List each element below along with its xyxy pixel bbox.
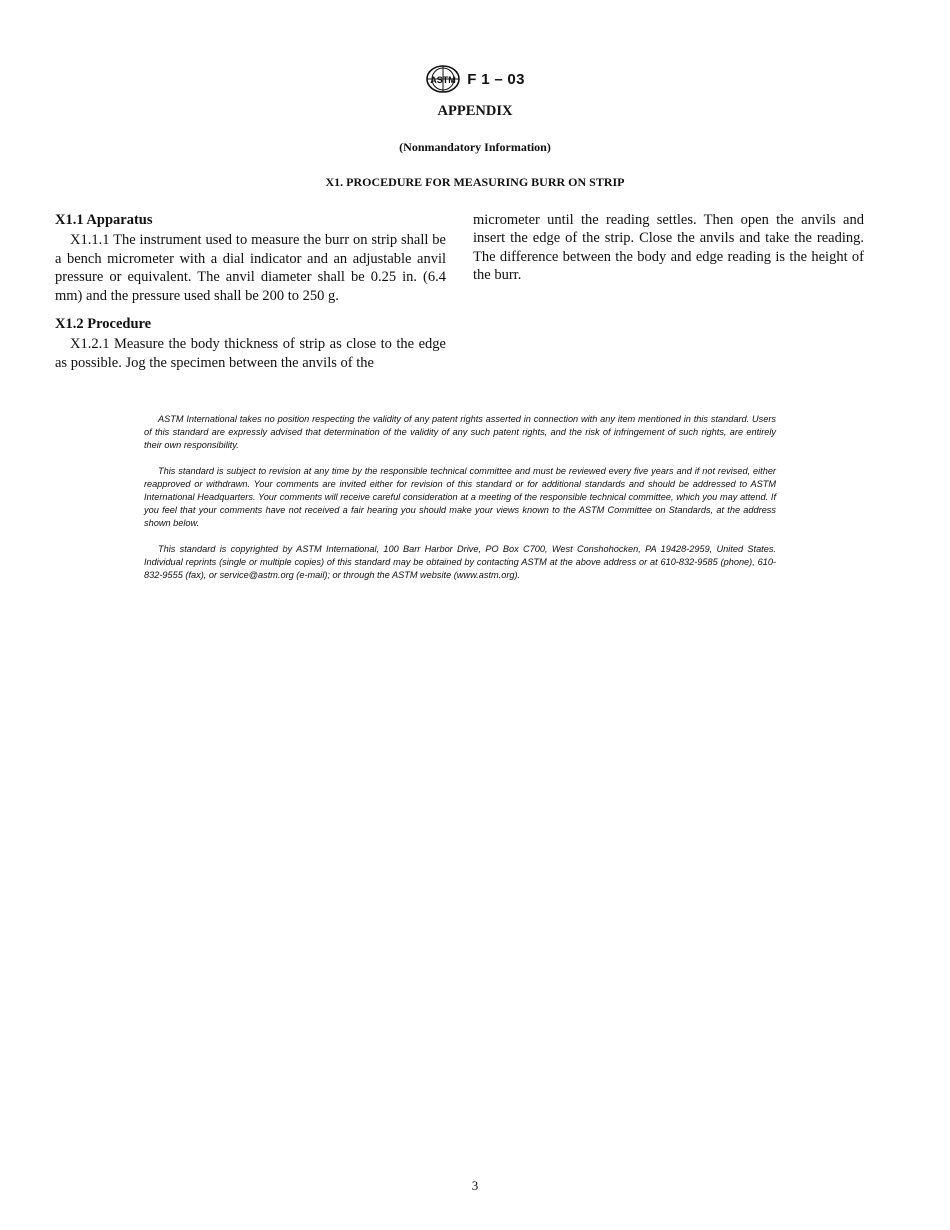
notice-revision: This standard is subject to revision at any time by the responsible technical committee and must be reviewed every five years and if not revised, either reapproved or withdrawn. Your comments are invited either for revision of this standard or for additional standards and should be addressed to ASTM International Headquarters. Your comments will receive careful consideration at a meeting of the responsible technical committee, which you may attend. If you feel that your comments have not received a fair hearing you should make your views known to the ASTM Committee on Standards, at the address shown below.: [144, 466, 776, 528]
appendix-subtitle: (Nonmandatory Information): [399, 140, 551, 154]
astm-logo-icon: [425, 64, 461, 94]
notice-copyright: This standard is copyrighted by ASTM International, 100 Barr Harbor Drive, PO Box C700, West Conshohocken, PA 19428-2959, United States. Individual reprints (single or multiple copies) of this standard may be obtained by contacting ASTM at the above address or at 610-832-9585 (phone), 610-832-9555 (fax), or service@astm.org (e-mail); or through the ASTM website (www.astm.org).: [144, 544, 776, 580]
left-column: [55, 211, 446, 372]
legal-notices: [144, 413, 776, 595]
page-number: 3: [471, 1178, 479, 1193]
paragraph-x1-2-1: X1.2.1 Measure the body thickness of strip as close to the edge as possible. Jog the specimen between the anvils of the: [55, 336, 446, 371]
appendix-title: APPENDIX: [437, 103, 513, 119]
paragraph-x1-1-1: X1.1.1 The instrument used to measure the burr on strip shall be a bench micrometer with a dial indicator and an adjustable anvil pressure or equivalent. The anvil diameter shall be 0.25 in. (6.4 mm) and the pressure used shall be 200 to 250 g.: [55, 232, 446, 304]
page-header: [0, 64, 950, 94]
standard-designation: F 1 – 03: [467, 70, 525, 88]
paragraph-continuation: micrometer until the reading settles. Then open the anvils and insert the edge of the strip. Close the anvils and take the reading. The difference between the body and edge reading is the height of the burr.: [473, 212, 864, 284]
section-heading-apparatus: X1.1 Apparatus: [55, 212, 153, 228]
notice-patent: ASTM International takes no position respecting the validity of any patent rights asserted in connection with any item mentioned in this standard. Users of this standard are expressly advised that determination of the validity of any such patent rights, and the risk of infringement of such rights, are entirely their own responsibility.: [144, 414, 776, 450]
svg-text:ASTM: ASTM: [430, 75, 457, 85]
section-heading-procedure: X1.2 Procedure: [55, 316, 152, 333]
section-title: X1. PROCEDURE FOR MEASURING BURR ON STRIP: [325, 175, 625, 189]
right-column: [473, 211, 864, 285]
